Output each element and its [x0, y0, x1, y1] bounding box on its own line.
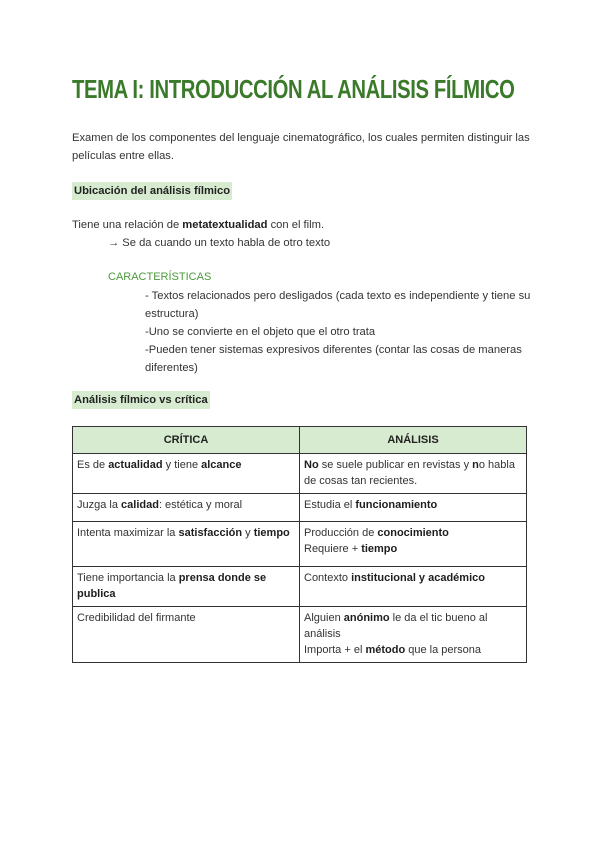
cell-critica	[73, 607, 300, 663]
bold-text: conocimiento	[377, 527, 449, 539]
bold-text: No	[304, 459, 319, 471]
text: y tiene	[162, 459, 202, 471]
relation-suffix: con el film.	[267, 219, 325, 231]
text: Credibilidad del firmante	[77, 612, 196, 624]
table-row	[73, 607, 527, 663]
cell-critica	[73, 522, 300, 567]
cell-analisis	[300, 567, 527, 607]
text: Contexto	[304, 572, 352, 584]
cell-analisis	[300, 607, 527, 663]
list-item: - Textos relacionados pero desligados (cada texto es independiente y tiene su estructura)	[145, 290, 531, 320]
intro-paragraph: Examen de los componentes del lenguaje cinematográfico, los cuales permiten distinguir las películas entre ellas.	[72, 132, 530, 162]
bold-text: alcance	[201, 459, 242, 471]
text: Estudia el	[304, 499, 356, 511]
arrow-line: → Se da cuando un texto habla de otro texto	[108, 237, 331, 249]
table-row	[73, 494, 527, 522]
characteristics-label: CARACTERÍSTICAS	[108, 271, 212, 283]
text: y	[242, 527, 254, 539]
text: : estética y moral	[158, 499, 243, 511]
cell-critica	[73, 454, 300, 494]
text: Es de	[77, 459, 109, 471]
relation-prefix: Tiene una relación de	[72, 219, 183, 231]
bold-text: método	[365, 644, 406, 656]
text: Alguien	[304, 612, 344, 624]
cell-analisis	[300, 454, 527, 494]
bold-text: calidad	[121, 499, 159, 511]
bold-text: n	[472, 459, 479, 471]
text: Intenta maximizar la	[77, 527, 179, 539]
bold-text: tiempo	[361, 543, 398, 555]
text: Requiere +	[304, 543, 362, 555]
cell-critica	[73, 567, 300, 607]
list-item: -Uno se convierte en el objeto que el otro trata	[145, 326, 376, 338]
text: Juzga la	[77, 499, 122, 511]
bold-text: funcionamiento	[355, 499, 438, 511]
text: que la persona	[405, 644, 482, 656]
text: Importa + el	[304, 644, 366, 656]
characteristics-list	[145, 287, 535, 377]
table-header-row	[73, 427, 527, 454]
cell-critica	[73, 494, 300, 522]
list-item: -Pueden tener sistemas expresivos diferentes (contar las cosas de maneras diferentes)	[145, 344, 522, 374]
bold-text: institucional y académico	[351, 572, 485, 584]
bold-text: tiempo	[253, 527, 290, 539]
bold-text: prensa donde se publica	[77, 572, 267, 600]
bold-text: anónimo	[343, 612, 390, 624]
text: Producción de	[304, 527, 378, 539]
table-row	[73, 522, 527, 567]
bold-text: satisfacción	[178, 527, 243, 539]
text: se suele publicar en revistas y	[318, 459, 473, 471]
text: Tiene importancia la	[77, 572, 179, 584]
section-heading-ubicacion: Ubicación del análisis fílmico	[72, 182, 232, 200]
text: o habla de cosas tan recientes.	[304, 459, 515, 487]
cell-analisis	[300, 494, 527, 522]
table-row	[73, 454, 527, 494]
comparison-table	[72, 426, 527, 663]
cell-analisis	[300, 522, 527, 567]
bold-text: actualidad	[108, 459, 163, 471]
table-row	[73, 567, 527, 607]
relation-line	[72, 216, 324, 234]
header-critica: CRÍTICA	[73, 427, 300, 454]
relation-bold: metatextualidad	[182, 219, 268, 231]
text: le da el tic bueno al análisis	[304, 612, 488, 640]
page-title: TEMA I: INTRODUCCIÓN AL ANÁLISIS FÍLMICO	[72, 74, 515, 104]
section-heading-analisis-vs-critica: Análisis fílmico vs crítica	[72, 391, 210, 409]
header-analisis: ANÁLISIS	[300, 427, 527, 454]
